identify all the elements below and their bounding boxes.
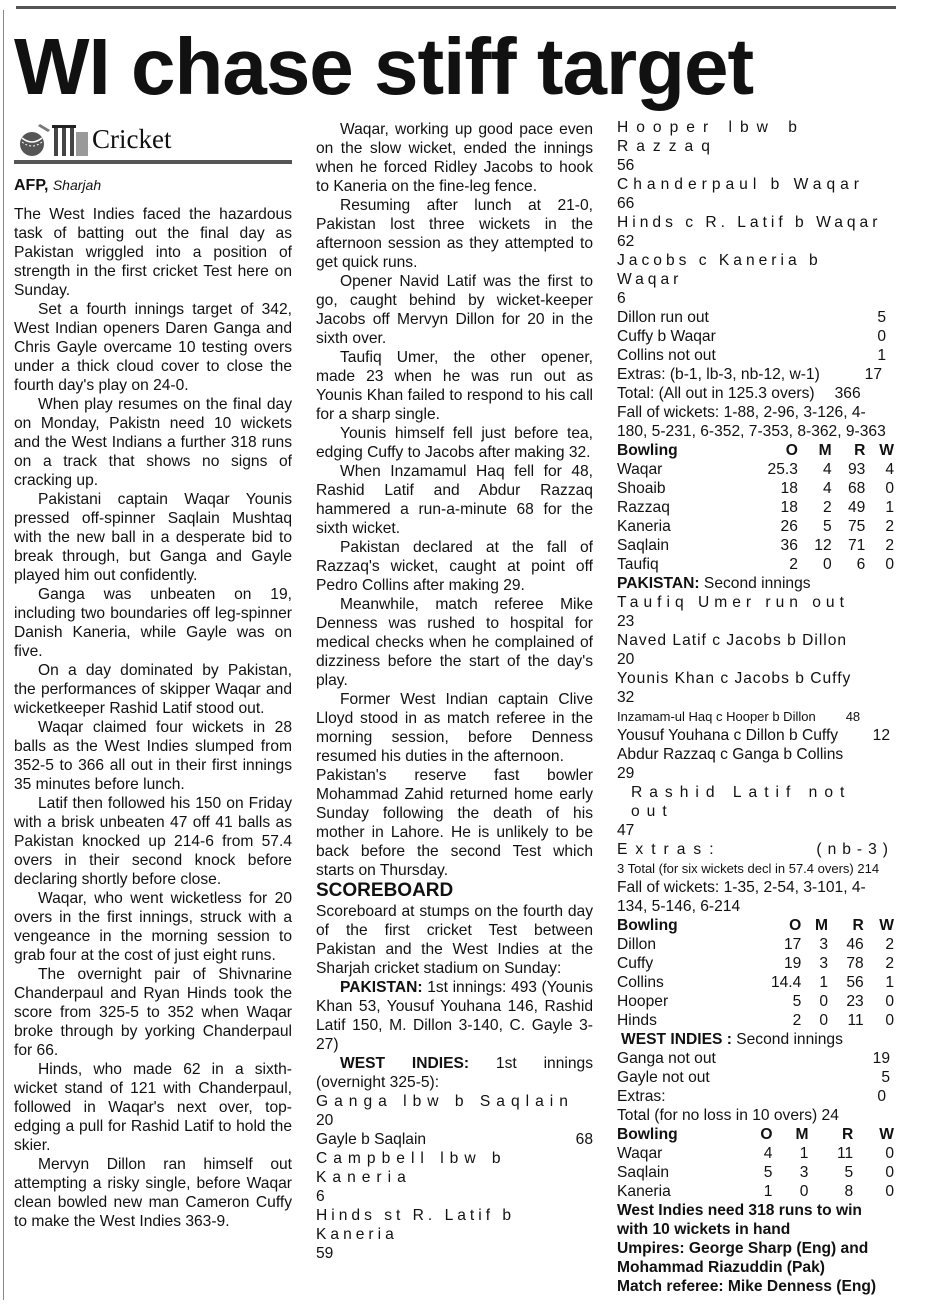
batsman-line: Taufiq Umer run out	[617, 594, 849, 611]
cell: Waqar	[617, 461, 663, 478]
column-3	[617, 118, 894, 1296]
paragraph: Waqar claimed four wickets in 28 balls as the West Indies slumped from 352-5 to 366 all out in their first innings 35 minutes before lunch.	[14, 719, 292, 793]
cell: 71	[848, 537, 866, 554]
batsman-runs: 56	[617, 157, 635, 174]
column-2	[316, 120, 593, 1263]
cell: 26	[780, 518, 798, 535]
match-referee: Match referee: Mike Denness (Eng)	[617, 1278, 877, 1295]
byline	[14, 176, 292, 195]
batsman-runs: 23	[617, 613, 635, 630]
cell: 36	[780, 537, 798, 554]
batsman-name: Collins not out	[617, 347, 716, 364]
pakistan-1st-innings-text: 1st innings: 493 (Younis Khan 53, Yousuf Youhana 146, Rashid Latif 150, M. Dillon 3-140, C. Gayle 3-27)	[316, 979, 593, 1053]
table-row	[617, 1163, 894, 1182]
cell: 18	[780, 499, 798, 516]
batsman-runs: 66	[617, 195, 635, 212]
cell: 0	[885, 993, 894, 1010]
bowling-header	[617, 441, 894, 460]
batsman-line: Abdur Razzaq c Ganga b Collins	[617, 746, 844, 763]
table-row	[617, 1182, 894, 1201]
batsman-runs: 62	[617, 233, 635, 250]
batsman-line: Jacobs c Kaneria b Waqar	[617, 252, 822, 288]
batsman-runs: 6	[617, 290, 626, 307]
paragraph: Opener Navid Latif was the first to go, caught behind by wicket-keeper Jacobs off Mervyn Dillon for 20 in the sixth over.	[316, 273, 593, 347]
extras-value: 17	[864, 366, 882, 383]
cell: 1	[819, 974, 829, 991]
westindies-label: WEST INDIES:	[340, 1055, 470, 1072]
cell: Razzaq	[617, 499, 670, 516]
batsman-line: Chanderpaul b Waqar	[617, 176, 864, 193]
batsman-line	[617, 308, 894, 327]
batsman-runs: 5	[881, 1069, 890, 1086]
table-row	[617, 498, 894, 517]
pakistan-2nd-innings	[617, 574, 894, 593]
left-rule	[3, 10, 4, 1300]
table-row	[617, 479, 894, 498]
cell: 0	[885, 1183, 894, 1200]
westindies-1st-innings-text: 1st innings (overnight 325-5):	[316, 1055, 593, 1091]
bowling-table-1	[617, 441, 894, 574]
extras-value: (nb-3)	[816, 841, 894, 858]
cell: 25.3	[767, 461, 798, 478]
cell: 2	[822, 499, 832, 516]
batsman-runs: 5	[877, 309, 886, 326]
paragraph: Set a fourth innings target of 342, West Indian openers Daren Ganga and Chris Gayle overcame 10 testing overs under a thick cloud cover to close the fourth day's play on 24-0.	[14, 301, 292, 394]
cell: Saqlain	[617, 1164, 670, 1181]
batsman-name: Dillon run out	[617, 309, 709, 326]
pakistan-1st-innings	[316, 978, 593, 1054]
cell: Kaneria	[617, 518, 671, 535]
batsman-runs: 68	[575, 1131, 593, 1148]
byline-place: Sharjah	[52, 177, 102, 193]
cell: 0	[819, 1012, 829, 1029]
westindies-2nd-innings	[617, 1030, 894, 1049]
cell: 49	[848, 499, 866, 516]
batsman-runs: 1	[877, 347, 886, 364]
pakistan-label: PAKISTAN:	[340, 979, 423, 996]
cell: 1	[799, 1145, 809, 1162]
cell: 2	[885, 537, 894, 554]
table-row	[617, 555, 894, 574]
cell: 18	[780, 480, 798, 497]
batsman-runs: 20	[316, 1112, 334, 1129]
cell: 4	[822, 480, 832, 497]
table-row	[617, 536, 894, 555]
cell: Taufiq	[617, 556, 659, 573]
westindies-label: WEST INDIES :	[621, 1031, 732, 1048]
cell: 5	[792, 993, 802, 1010]
fall-of-wickets: Fall of wickets: 1-88, 2-96, 3-126, 4-180, 5-231, 6-352, 7-353, 8-362, 9-363	[617, 404, 886, 440]
headline: WI chase stiff target	[14, 22, 754, 111]
table-row	[617, 935, 894, 954]
batsman-runs: 12	[872, 727, 890, 744]
batsman-line	[617, 327, 894, 346]
batsman-line	[316, 1130, 593, 1149]
paragraph: Ganga was unbeaten on 19, including two boundaries off leg-spinner Danish Kaneria, while Gayle was on five.	[14, 586, 292, 660]
cell: 3	[819, 955, 829, 972]
batsman-line	[617, 1049, 894, 1068]
batsman-name: Ganga not out	[617, 1050, 716, 1067]
bowling-header	[617, 1125, 894, 1144]
innings-label: Second innings	[731, 1031, 843, 1048]
cell: 17	[783, 936, 802, 953]
header-cell: M	[815, 917, 829, 934]
cell: 5	[822, 518, 832, 535]
header-cell: Bowling	[617, 442, 678, 459]
result-need: West Indies need 318 runs to win with 10 wickets in hand	[617, 1202, 862, 1238]
header-cell: O	[789, 917, 802, 934]
total-value: 366	[834, 385, 861, 402]
batsman-line: Younis Khan c Jacobs b Cuffy	[617, 670, 852, 687]
paragraph: Taufiq Umer, the other opener, made 23 when he was run out as Younis Khan failed to respond to his call for a sharp single.	[316, 349, 593, 423]
header-cell: W	[879, 917, 894, 934]
paragraph: Hinds, who made 62 in a sixth-wicket stand of 121 with Chanderpaul, followed in Waqar's next over, top-edging a pull for Rashid Latif to hold the skier.	[14, 1061, 292, 1154]
bowling-table-3	[617, 1125, 894, 1201]
header-cell: Bowling	[617, 1126, 678, 1143]
batsman-line: Hinds st R. Latif b Kaneria	[316, 1207, 516, 1243]
extras-line	[617, 840, 894, 859]
cell: 12	[814, 537, 832, 554]
batsman-runs: 47	[617, 822, 635, 839]
batsman-runs: 0	[877, 328, 886, 345]
cell: 11	[847, 1012, 864, 1029]
extras-label: Extras:	[617, 1088, 666, 1105]
paragraph: Pakistan's reserve fast bowler Mohammad Zahid returned home early Sunday following the death of his mother in Lahore. He is unlikely to be back before the second Test which starts on Thursday.	[316, 767, 593, 879]
total-line: Total (for no loss in 10 overs) 24	[617, 1107, 839, 1124]
paragraph: Meanwhile, match referee Mike Denness was rushed to hospital for medical checks when he complained of dizziness before the start of the day's play.	[316, 596, 593, 689]
batsman-name: Inzamam-ul Haq c Hooper b Dillon	[617, 709, 816, 724]
cell: 2	[792, 1012, 802, 1029]
byline-agency: AFP,	[14, 177, 49, 194]
batsman-line: Hooper lbw b Razzaq	[617, 119, 805, 155]
table-row	[617, 1011, 894, 1030]
cell: 1	[885, 499, 894, 516]
header-cell: R	[852, 917, 864, 934]
cell: Shoaib	[617, 480, 666, 497]
batsman-runs: 19	[872, 1050, 890, 1067]
batsman-name: Cuffy b Waqar	[617, 328, 716, 345]
cell: Saqlain	[617, 537, 670, 554]
scoreboard-intro: Scoreboard at stumps on the fourth day of the first cricket Test between Pakistan and the West Indies at the Sharjah cricket stadium on Sunday:	[316, 903, 593, 977]
cell: 0	[822, 556, 832, 573]
paragraph: When Inzamamul Haq fell for 48, Rashid Latif and Abdur Razzaq hammered a run-a-minute 68 for the sixth wicket.	[316, 463, 593, 537]
cell: Dillon	[617, 936, 656, 953]
table-row	[617, 973, 894, 992]
cell: 4	[885, 461, 894, 478]
header-cell: R	[854, 442, 866, 459]
extras-label: Extras:	[617, 841, 722, 858]
pakistan-label: PAKISTAN:	[617, 575, 700, 592]
total-line: 3 Total (for six wickets decl in 57.4 overs) 214	[617, 861, 880, 876]
batsman-name: Yousuf Youhana c Dillon b Cuffy	[617, 727, 839, 744]
cell: 75	[848, 518, 866, 535]
cell: 2	[789, 556, 798, 573]
cricket-ball-stumps-icon	[14, 120, 90, 158]
cell: 56	[846, 974, 864, 991]
table-row	[617, 1144, 894, 1163]
innings-label: Second innings	[699, 575, 811, 592]
cell: 5	[844, 1164, 854, 1181]
cell: 46	[846, 936, 864, 953]
extras-value: 0	[877, 1088, 886, 1105]
paragraph: Waqar, working up good pace even on the slow wicket, ended the innings when he forced Ridley Jacobs to hook to Kaneria on the fine-leg fence.	[316, 121, 593, 195]
cell: Hooper	[617, 993, 669, 1010]
section-logo	[14, 120, 292, 158]
cell: 1	[885, 974, 894, 991]
scoreboard-heading: SCOREBOARD	[316, 880, 454, 901]
header-cell: W	[879, 442, 894, 459]
cell: 0	[885, 1145, 894, 1162]
cell: 14.4	[770, 974, 802, 991]
cell: 0	[885, 556, 894, 573]
total-label: Total: (All out in 125.3 overs)	[617, 385, 815, 402]
cell: 11	[837, 1145, 854, 1162]
cell: 1	[763, 1183, 773, 1200]
paragraph: Former West Indian captain Clive Lloyd stood in as match referee in the morning session, before Denness resumed his duties in the afternoon.	[316, 691, 593, 765]
westindies-1st-innings	[316, 1054, 593, 1092]
batsman-line: Campbell lbw b Kaneria	[316, 1150, 507, 1186]
bowling-table-2	[617, 916, 894, 1030]
batsman-name: Gayle not out	[617, 1069, 710, 1086]
top-rule	[16, 6, 896, 9]
cell: 8	[844, 1183, 854, 1200]
cell: 5	[763, 1164, 773, 1181]
batsman-line	[617, 346, 894, 365]
cell: Hinds	[617, 1012, 657, 1029]
cell: 93	[848, 461, 866, 478]
umpires: Umpires: George Sharp (Eng) and Mohammad Riazuddin (Pak)	[617, 1240, 869, 1276]
paragraph: The West Indies faced the hazardous task of batting out the final day as Pakistan wriggled into a position of strength in the first cricket Test here on Sunday.	[14, 206, 292, 299]
cell: Cuffy	[617, 955, 654, 972]
paragraph: The overnight pair of Shivnarine Chanderpaul and Ryan Hinds took the score from 325-5 to 352 when Waqar broke through by yorking Chanderpaul for 66.	[14, 966, 292, 1059]
batsman-runs: 29	[617, 765, 635, 782]
header-cell: Bowling	[617, 917, 678, 934]
section-label: Cricket	[92, 123, 172, 154]
cell: 0	[885, 1012, 894, 1029]
fall-of-wickets: Fall of wickets: 1-35, 2-54, 3-101, 4-134, 5-146, 6-214	[617, 879, 866, 915]
cell: Waqar	[617, 1145, 663, 1162]
cell: 2	[885, 936, 894, 953]
cell: 3	[819, 936, 829, 953]
cell: 0	[819, 993, 829, 1010]
paragraph: Waqar, who went wicketless for 20 overs in the first innings, struck with a vengeance in the morning session to grab four at the cost of just eight runs.	[14, 890, 292, 964]
cell: 2	[885, 955, 894, 972]
batsman-line	[617, 707, 894, 726]
batsman-runs: 48	[845, 709, 861, 724]
cell: 0	[885, 1164, 894, 1181]
section-rule	[14, 160, 292, 164]
table-row	[617, 460, 894, 479]
extras-line	[617, 1087, 894, 1106]
cell: 19	[783, 955, 802, 972]
batsman-runs: 20	[617, 651, 635, 668]
header-cell: R	[841, 1126, 854, 1143]
paragraph: Pakistani captain Waqar Younis pressed off-spinner Saqlain Mushtaq with the new ball in a desperate bid to break through, but Ganga and Gayle played him out confidently.	[14, 491, 292, 584]
paragraph: On a day dominated by Pakistan, the performances of skipper Waqar and wicketkeeper Rashid Latif stood out.	[14, 662, 292, 717]
cell: Kaneria	[617, 1183, 671, 1200]
batsman-line: Naved Latif c Jacobs b Dillon	[617, 632, 848, 649]
paragraph: Pakistan declared at the fall of Razzaq's wicket, caught at point off Pedro Collins after making 29.	[316, 539, 593, 594]
cell: 0	[885, 480, 894, 497]
paragraph: Younis himself fell just before tea, edging Cuffy to Jacobs after making 32.	[316, 425, 593, 461]
cell: 4	[822, 461, 832, 478]
batsman-line: Rashid Latif not out	[631, 784, 852, 820]
cell: Collins	[617, 974, 664, 991]
header-cell: W	[879, 1126, 894, 1143]
table-row	[617, 517, 894, 536]
cell: 0	[799, 1183, 809, 1200]
paragraph: When play resumes on the final day on Monday, Pakistn need 10 wickets and the West Indians a further 318 runs on a track that shows no signs of cracking up.	[14, 396, 292, 489]
bowling-header	[617, 916, 894, 935]
cell: 2	[885, 518, 894, 535]
batsman-line	[617, 726, 894, 745]
cell: 4	[763, 1145, 773, 1162]
paragraph: Mervyn Dillon ran himself out attempting a risky single, before Waqar clean bowled new man Cameron Cuffy to make the West Indies 363-9.	[14, 1156, 292, 1230]
cell: 3	[799, 1164, 809, 1181]
batsman-line	[617, 1068, 894, 1087]
batsman-runs: 32	[617, 689, 635, 706]
cell: 78	[846, 955, 864, 972]
paragraph: Resuming after lunch at 21-0, Pakistan lost three wickets in the afternoon session as they attempted to get quick runs.	[316, 197, 593, 271]
header-cell: M	[795, 1126, 809, 1143]
batsman-runs: 6	[316, 1188, 325, 1205]
batsman-line: Ganga lbw b Saqlain	[316, 1093, 574, 1110]
cell: 23	[846, 993, 864, 1010]
batsman-runs: 59	[316, 1245, 334, 1262]
extras-line	[617, 365, 894, 384]
cell: 68	[848, 480, 866, 497]
cell: 6	[856, 556, 866, 573]
table-row	[617, 954, 894, 973]
column-1	[14, 120, 292, 1231]
header-cell: O	[785, 442, 798, 459]
batsman-name: Gayle b Saqlain	[316, 1131, 427, 1148]
batsman-line: Hinds c R. Latif b Waqar	[617, 214, 882, 231]
header-cell: O	[760, 1126, 773, 1143]
extras-label: Extras: (b-1, lb-3, nb-12, w-1)	[617, 366, 820, 383]
total-line	[617, 384, 894, 403]
header-cell: M	[818, 442, 832, 459]
table-row	[617, 992, 894, 1011]
paragraph: Latif then followed his 150 on Friday with a brisk unbeaten 47 off 41 balls as Pakistan knocked up 214-6 from 57.4 overs in their second knock before declaring shortly before close.	[14, 795, 292, 888]
